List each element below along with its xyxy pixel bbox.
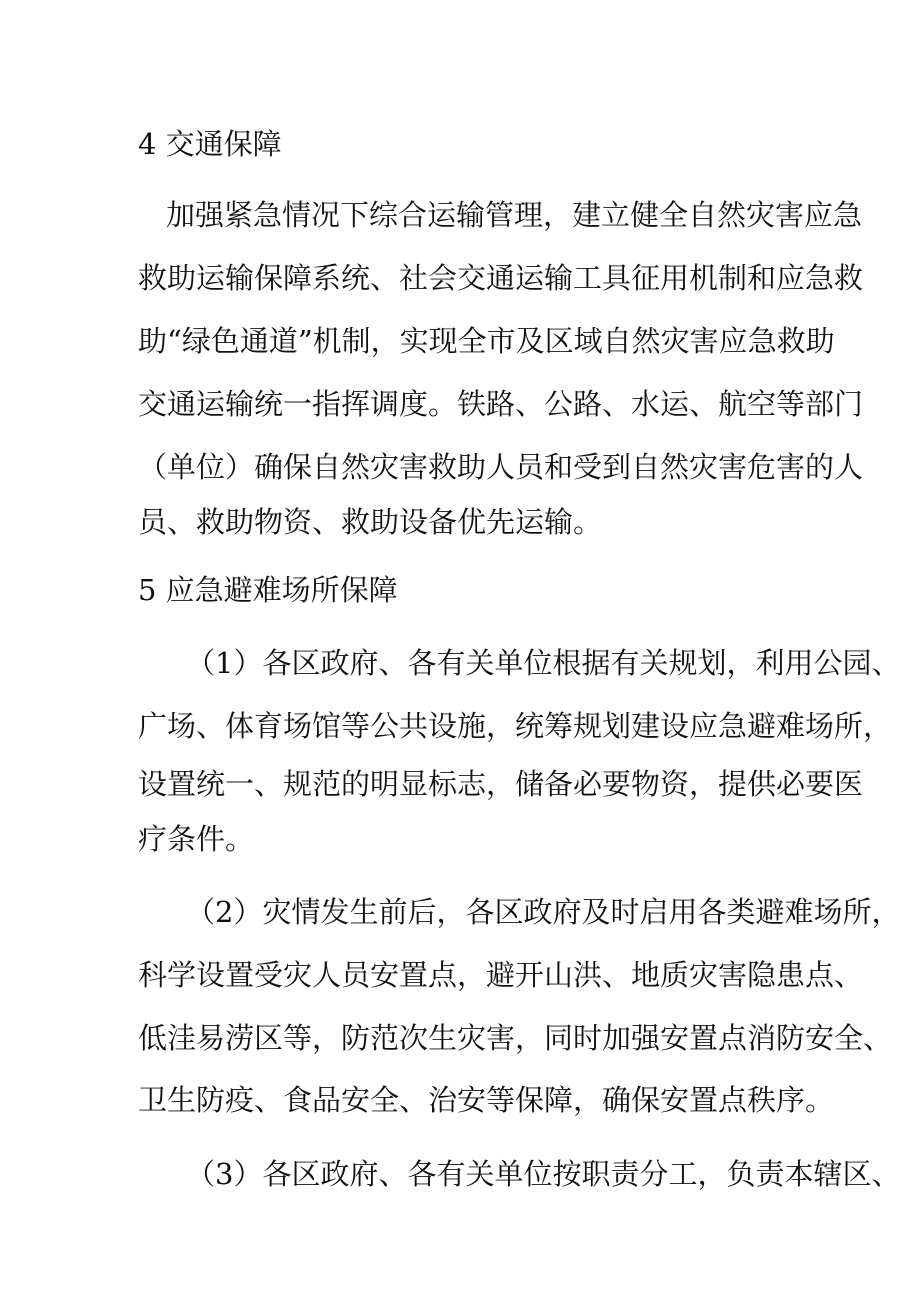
paragraph-line: 加强紧急情况下综合运输管理，建立健全自然灾害应急	[166, 198, 863, 232]
list-item-line: 卫生防疫、食品安全、治安等保障，确保安置点秩序。	[138, 1083, 835, 1117]
paragraph-line: 员、救助物资、救助设备优先运输。	[138, 505, 603, 539]
list-item-line: （2）灾情发生前后，各区政府及时启用各类避难场所，	[186, 895, 901, 929]
paragraph-line: 交通运输统一指挥调度。铁路、公路、水运、航空等部门	[138, 387, 864, 421]
list-item-line: 设置统一、规范的明显标志，储备必要物资，提供必要医	[138, 767, 864, 801]
list-item-line: 疗条件。	[138, 822, 255, 856]
paragraph-line: 助“绿色通道”机制，实现全市及区域自然灾害应急救助	[138, 324, 835, 358]
list-item-line: （1）各区政府、各有关单位根据有关规划，利用公园、	[186, 646, 901, 680]
section-heading-5: 5 应急避难场所保障	[138, 573, 398, 607]
paragraph-line: 救助运输保障系统、社会交通运输工具征用机制和应急救	[138, 261, 864, 295]
paragraph-line: （单位）确保自然灾害救助人员和受到自然灾害危害的人	[138, 450, 864, 484]
list-item-line: 低洼易涝区等，防范次生灾害，同时加强安置点消防安全、	[138, 1021, 893, 1055]
section-heading-4: 4 交通保障	[138, 127, 282, 161]
list-item-line: 广场、体育场馆等公共设施，统筹规划建设应急避难场所，	[138, 709, 893, 743]
list-item-line: 科学设置受灾人员安置点，避开山洪、地质灾害隐患点、	[138, 958, 864, 992]
list-item-line: （3）各区政府、各有关单位按职责分工，负责本辖区、	[186, 1157, 901, 1191]
